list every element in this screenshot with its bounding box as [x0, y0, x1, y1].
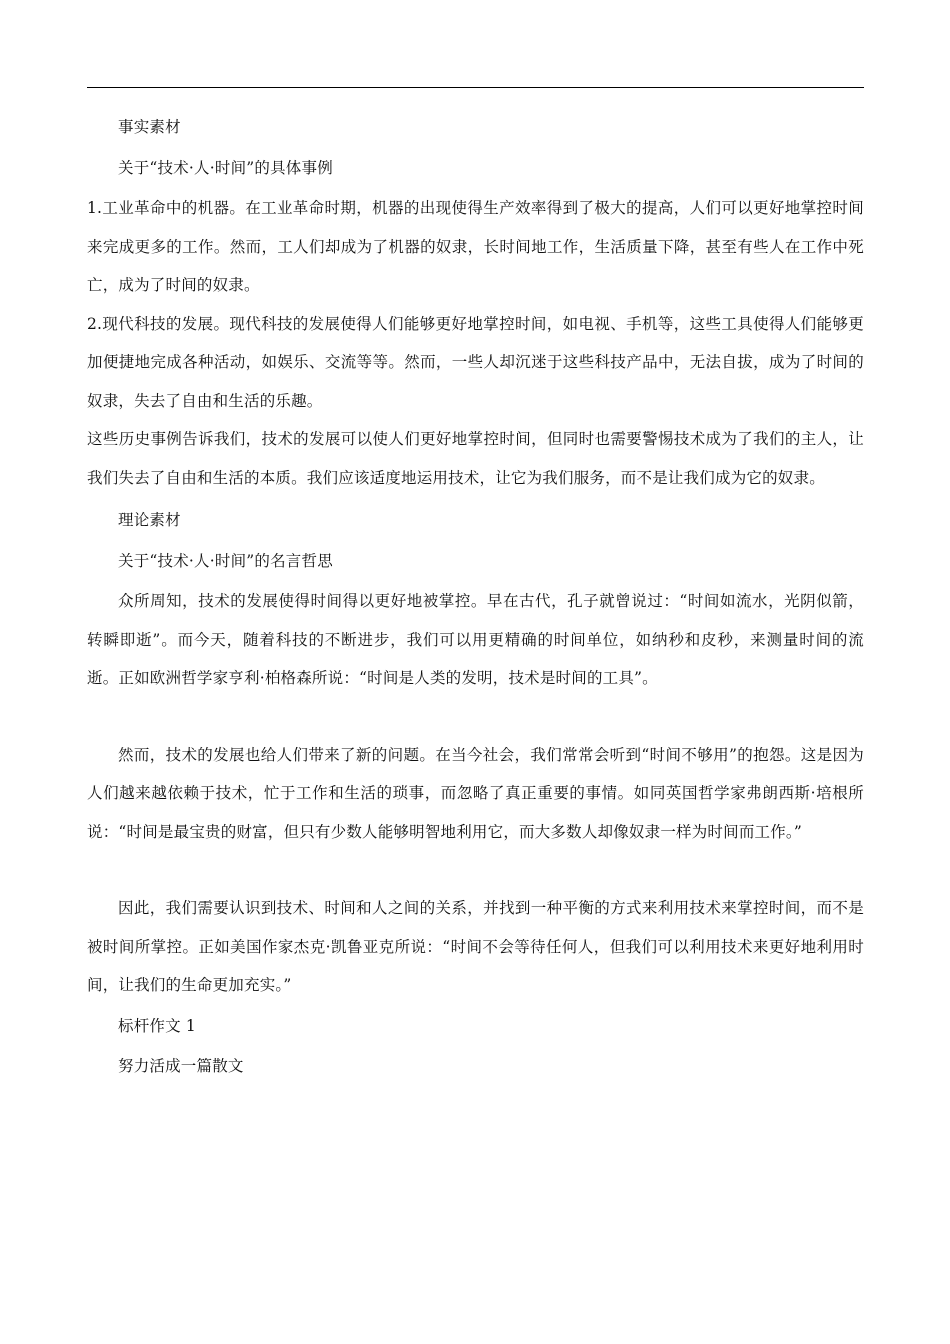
section-heading-model-essay: 标杆作文 1: [118, 1016, 196, 1035]
theory-paragraph-3: 因此，我们需要认识到技术、时间和人之间的关系，并找到一种平衡的方式来利用技术来掌控时间，而不是被时间所掌控。正如美国作家杰克·凯鲁亚克所说：“时间不会等待任何人，但我们可以利用技术来更好地利用时间，让我们的生命更加充实。”: [87, 899, 864, 994]
document-body: [87, 108, 864, 1086]
theory-paragraph-1: 众所周知，技术的发展使得时间得以更好地被掌控。早在古代，孔子就曾说过：“时间如流水，光阴似箭，转瞬即逝”。而今天，随着科技的不断进步，我们可以用更精确的时间单位，如纳秒和皮秒，来测量时间的流逝。正如欧洲哲学家亨利·柏格森所说：“时间是人类的发明，技术是时间的工具”。: [87, 592, 864, 687]
theory-paragraph-2: 然而，技术的发展也给人们带来了新的问题。在当今社会，我们常常会听到“时间不够用”的抱怨。这是因为人们越来越依赖于技术，忙于工作和生活的琐事，而忽略了真正重要的事情。如同英国哲学家弗朗西斯·培根所说：“时间是最宝贵的财富，但只有少数人能够明智地利用它，而大多数人却像奴隶一样为时间而工作。”: [87, 745, 864, 841]
blank-line: [87, 698, 864, 736]
section-heading-theory: 理论素材: [118, 511, 181, 529]
example-paragraph-2: 2.现代科技的发展。现代科技的发展使得人们能够更好地掌控时间，如电视、手机等，这些工具使得人们能够更加便捷地完成各种活动，如娱乐、交流等等。然而，一些人却沉迷于这些科技产品中，无法自拔，成为了时间的奴隶，失去了自由和生活的乐趣。: [87, 314, 864, 410]
header-rule: [87, 87, 864, 88]
summary-paragraph: 这些历史事例告诉我们，技术的发展可以使人们更好地掌控时间，但同时也需要警惕技术成为了我们的主人，让我们失去了自由和生活的本质。我们应该适度地运用技术，让它为我们服务，而不是让我们成为它的奴隶。: [87, 430, 864, 487]
blank-line: [87, 851, 864, 889]
facts-subheading: 关于“技术·人·时间”的具体事例: [118, 158, 333, 177]
theory-subheading: 关于“技术·人·时间”的名言哲思: [118, 551, 333, 570]
essay-title: 努力活成一篇散文: [118, 1057, 244, 1075]
section-heading-facts: 事实素材: [118, 118, 181, 136]
example-paragraph-1: 1.工业革命中的机器。在工业革命时期，机器的出现使得生产效率得到了极大的提高，人们可以更好地掌控时间来完成更多的工作。然而，工人们却成为了机器的奴隶，长时间地工作，生活质量下降，甚至有些人在工作中死亡，成为了时间的奴隶。: [87, 199, 864, 294]
